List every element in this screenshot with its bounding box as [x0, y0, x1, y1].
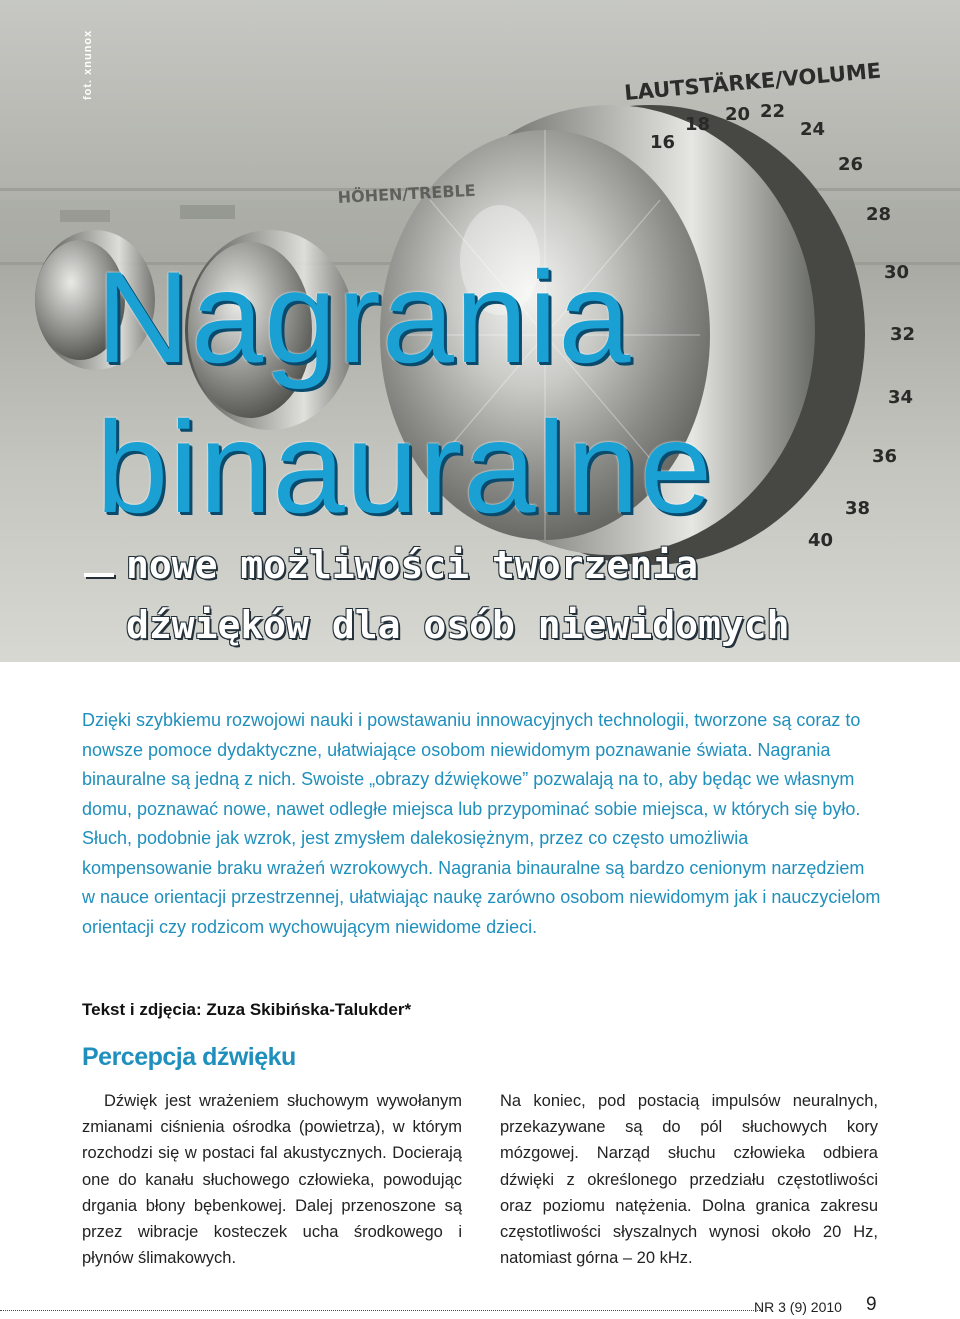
blurred-label: [180, 205, 235, 219]
page-number: 9: [866, 1294, 877, 1315]
title-line-2: binauralne: [96, 394, 714, 540]
body-column-right: Na koniec, pod postacią impulsów neuralnych, przekazywane są do pól słuchowych kory mózgowej. Narząd słuchu człowieka odbiera dźwięki z określonego przedziału częstotliwości oraz poziomu natężenia. Dolna granica zakresu częstotliwości słyszalnych wynosi około 20 Hz, natomiast górna – 20 kHz.: [500, 1092, 878, 1268]
issue-number: NR 3 (9) 2010: [754, 1299, 842, 1315]
subtitle-dash: [84, 573, 114, 577]
subtitle-line-1: nowe możliwości tworzenia: [126, 543, 698, 587]
photo-credit: fot. xnunox: [82, 29, 94, 100]
body-column-left: Dźwięk jest wrażeniem słuchowym wywołanym zmianami ciśnienia ośrodka (powietrza), w którym rozchodzi się w postaci fal akustycznych. Docierają one do kanału słuchowego człowieka, powodując drgania błony bębenkowej. Dalej przenoszone są przez wibracje kosteczek ucha środkowego i płynów ślimakowych.: [82, 1092, 462, 1268]
scale-number: 36: [872, 446, 898, 467]
scale-number: 24: [800, 119, 826, 140]
scale-number: 20: [725, 104, 751, 125]
title-line-1: Nagrania: [96, 244, 632, 390]
scale-number: 38: [845, 498, 871, 519]
scale-number: 40: [808, 530, 834, 551]
scale-number: 28: [866, 204, 892, 225]
scale-number: 18: [685, 114, 711, 135]
author-credit: Tekst i zdjęcia: Zuza Skibińska-Talukder*: [82, 1000, 412, 1019]
lead-paragraph: Dzięki szybkiemu rozwojowi nauki i powstawaniu innowacyjnych technologii, tworzone są coraz to nowsze pomoce dydaktyczne, ułatwiające osobom niewidomym poznawanie świata. Nagrania binauralne są jedną z nich. Swoiste „obrazy dźwiękowe” pozwalają na to, aby będąc we własnym domu, poznawać nowe, nawet odległe miejsca lub przypominać sobie miejsca, w których się było. Słuch, podobnie jak wzrok, jest zmysłem dalekosiężnym, przez co często umożliwia kompensowanie braku wrażeń wzrokowych. Nagrania binauralne są bardzo cenionym narzędziem w nauce orientacji przestrzennej, ułatwiając naukę zarówno osobom niewidomym jak i nauczycielom orientacji czy rodzicom wychowującym niewidome dzieci.: [82, 710, 881, 937]
footer-rule: [0, 1310, 760, 1311]
scale-number: 34: [888, 387, 914, 408]
scale-number: 30: [884, 262, 910, 283]
subtitle-line-2: dźwięków dla osób niewidomych: [126, 603, 790, 647]
blurred-label: [60, 210, 110, 222]
scale-number: 32: [890, 324, 916, 345]
scale-number: 22: [760, 101, 786, 122]
section-heading: Percepcja dźwięku: [82, 1043, 296, 1071]
treble-label: HÖHEN/TREBLE: [337, 180, 477, 207]
dial-header-label: LAUTSTÄRKE/VOLUME: [623, 58, 883, 105]
scale-number: 26: [838, 154, 864, 175]
scale-number: 16: [650, 132, 676, 153]
